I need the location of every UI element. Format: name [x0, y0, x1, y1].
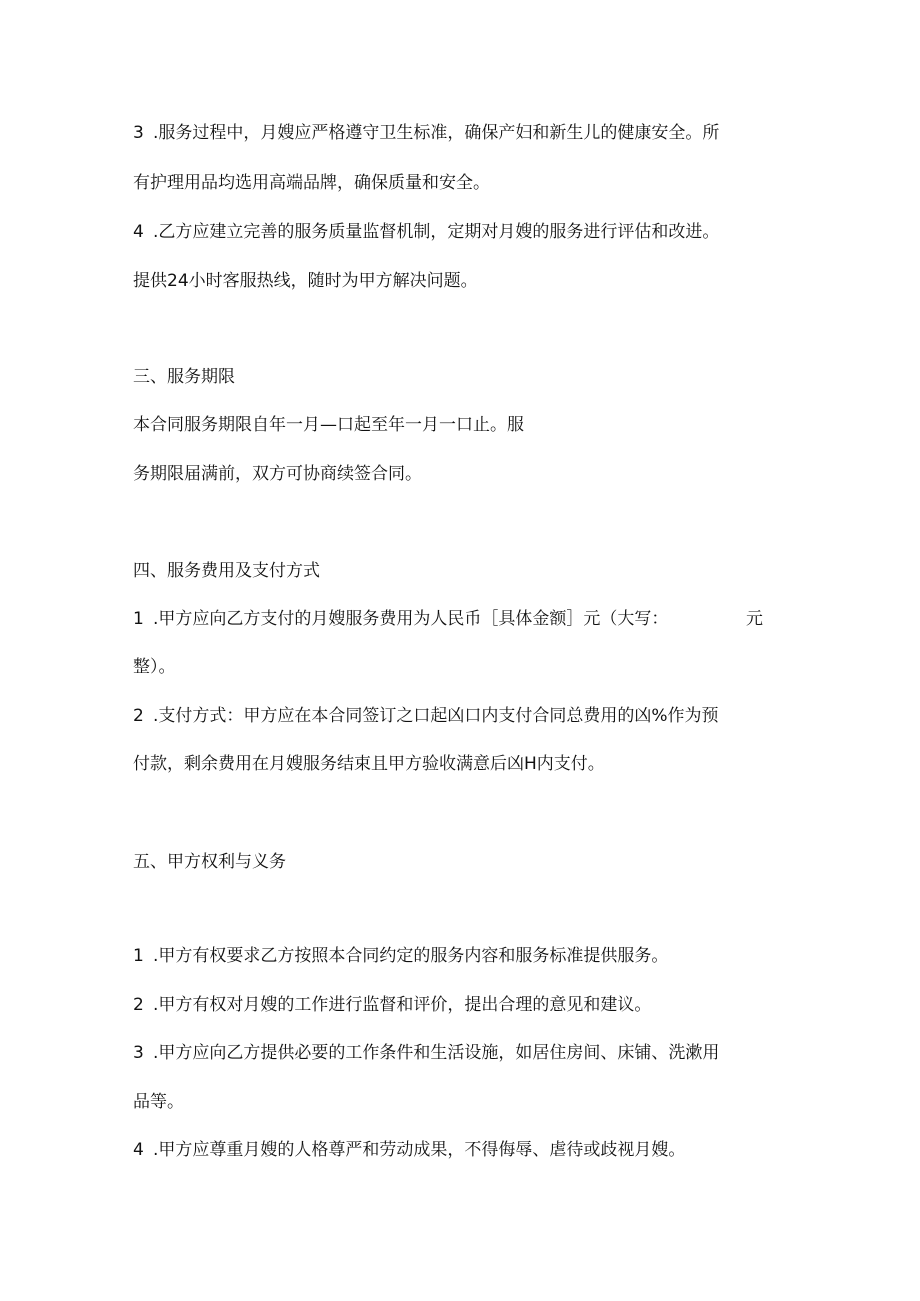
clause-3-line-1 [133, 122, 719, 144]
clause-number: 4 [133, 1140, 144, 1160]
clause-text: .甲方应尊重月嫂的人格尊严和劳动成果，不得侮辱、虐待或歧视月嫂。 [153, 1140, 686, 1160]
party-a-clause-3-line-2: 品等。 [133, 1092, 184, 1112]
clause-number: 2 [133, 995, 144, 1015]
party-a-clause-4 [133, 1139, 685, 1161]
fee-clause-1-tail: 元 [746, 609, 763, 629]
fee-clause-1-line-2: 整）。 [133, 657, 176, 677]
clause-number: 3 [133, 1043, 144, 1063]
clause-3-line-2: 有护理用品均选用高端品牌，确保质量和安全。 [133, 173, 490, 193]
party-a-clause-2 [133, 994, 651, 1016]
clause-text: .服务过程中，月嫂应严格遵守卫生标准，确保产妇和新生儿的健康安全。所 [153, 123, 720, 143]
clause-number: 2 [133, 706, 144, 726]
section-heading-term: 三、服务期限 [133, 367, 235, 387]
clause-text: .支付方式：甲方应在本合同签订之口起凶口内支付合同总费用的凶%作为预 [153, 706, 719, 726]
clause-4-line-1 [133, 221, 719, 243]
clause-text: .乙方应建立完善的服务质量监督机制，定期对月嫂的服务进行评估和改进。 [153, 222, 720, 242]
section-heading-fees: 四、服务费用及支付方式 [133, 561, 320, 581]
term-line-1: 本合同服务期限自年一月—口起至年一月一口止。服 [133, 415, 524, 435]
fee-clause-2-line-1 [133, 705, 719, 727]
fee-clause-2-line-2: 付款，剩余费用在月嫂服务结束且甲方验收满意后凶H内支付。 [133, 754, 605, 774]
clause-text: .甲方有权对月嫂的工作进行监督和评价，提出合理的意见和建议。 [153, 995, 652, 1015]
party-a-clause-3-line-1 [133, 1042, 719, 1064]
term-line-2: 务期限届满前，双方可协商续签合同。 [133, 464, 422, 484]
party-a-clause-1 [133, 945, 668, 967]
clause-text: .甲方应向乙方提供必要的工作条件和生活设施，如居住房间、床铺、洗漱用 [153, 1043, 720, 1063]
fee-clause-1-line-1 [133, 608, 668, 630]
clause-4-line-2: 提供24小时客服热线，随时为甲方解决问题。 [133, 271, 478, 291]
clause-text: .甲方有权要求乙方按照本合同约定的服务内容和服务标准提供服务。 [153, 946, 669, 966]
clause-number: 3 [133, 123, 144, 143]
clause-number: 1 [133, 946, 144, 966]
section-heading-party-a: 五、甲方权利与义务 [133, 852, 286, 872]
clause-text: .甲方应向乙方支付的月嫂服务费用为人民币［具体金额］元（大写： [153, 609, 669, 629]
clause-number: 1 [133, 609, 144, 629]
clause-number: 4 [133, 222, 144, 242]
